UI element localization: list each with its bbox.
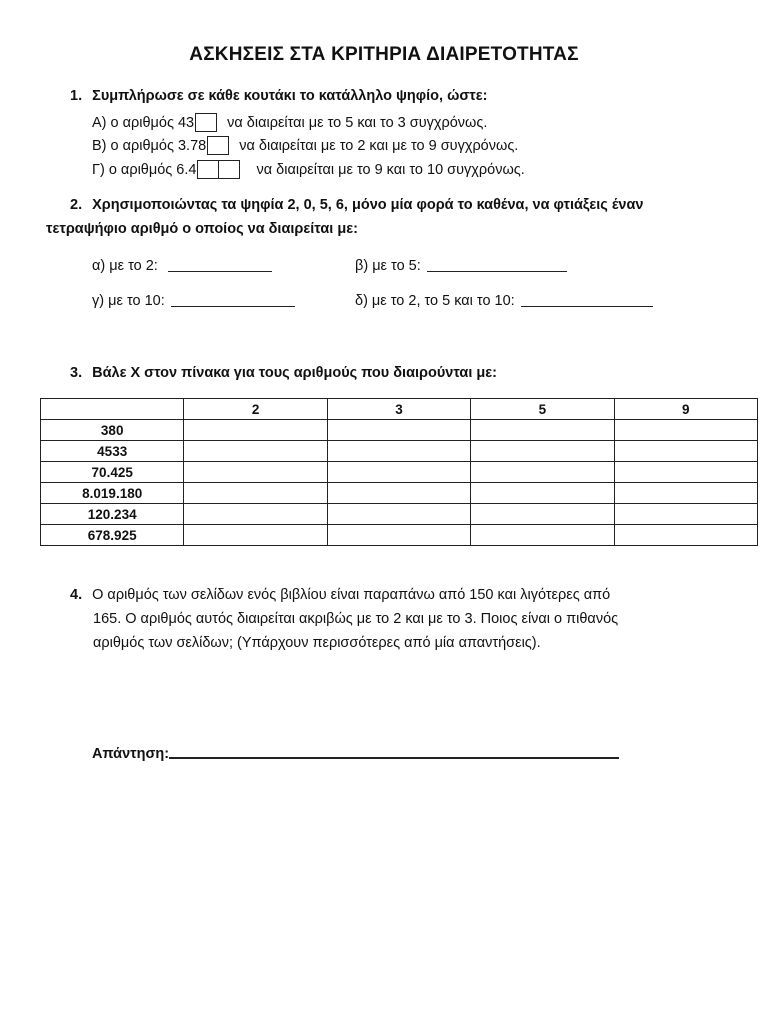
check-cell[interactable] bbox=[471, 420, 614, 441]
check-cell[interactable] bbox=[471, 504, 614, 525]
q4-line3: αριθμός των σελίδων; (Υπάρχουν περισσότερες από μία απαντήσεις). bbox=[93, 635, 541, 651]
q1-c-prefix: Γ) ο αριθμός 6.4 bbox=[92, 162, 197, 178]
q4-line1: Ο αριθμός των σελίδων ενός βιβλίου είναι παραπάνω από 150 και λιγότερες από bbox=[92, 587, 611, 603]
answer-blank[interactable] bbox=[168, 259, 272, 272]
row-number: 380 bbox=[41, 420, 184, 441]
q2-d-label: δ) με το 2, το 5 και το 10: bbox=[355, 293, 515, 309]
row-number: 70.425 bbox=[41, 462, 184, 483]
table-header-cell: 5 bbox=[471, 399, 614, 420]
row-number: 4533 bbox=[41, 441, 184, 462]
q3-heading bbox=[70, 365, 497, 381]
q2-item-d bbox=[355, 293, 653, 309]
q1-c-suffix: να διαιρείται με το 9 και το 10 συγχρόνως. bbox=[256, 162, 525, 178]
check-cell[interactable] bbox=[614, 525, 757, 546]
table-row bbox=[41, 462, 758, 483]
q3-number: 3. bbox=[70, 365, 83, 381]
answer-label: Απάντηση: bbox=[92, 746, 170, 762]
table-header-cell: 9 bbox=[614, 399, 757, 420]
q1-b-prefix: Β) ο αριθμός 3.78 bbox=[92, 138, 207, 154]
check-cell[interactable] bbox=[614, 504, 757, 525]
check-cell[interactable] bbox=[471, 462, 614, 483]
check-cell[interactable] bbox=[614, 483, 757, 504]
check-cell[interactable] bbox=[184, 441, 327, 462]
q1-item-c bbox=[92, 160, 525, 179]
digit-box[interactable] bbox=[207, 136, 229, 155]
table-row bbox=[41, 483, 758, 504]
check-cell[interactable] bbox=[184, 483, 327, 504]
q2-item-b bbox=[355, 258, 567, 274]
q2-item-a bbox=[92, 258, 272, 274]
check-cell[interactable] bbox=[327, 420, 470, 441]
table-row bbox=[41, 504, 758, 525]
q2-b-label: β) με το 5: bbox=[355, 258, 421, 274]
q4-line2: 165. Ο αριθμός αυτός διαιρείται ακριβώς με το 2 και με το 3. Ποιος είναι ο πιθανός bbox=[93, 611, 619, 627]
q4-number: 4. bbox=[70, 587, 83, 603]
check-cell[interactable] bbox=[327, 504, 470, 525]
check-cell[interactable] bbox=[327, 525, 470, 546]
q2-text-line1: Χρησιμοποιώντας τα ψηφία 2, 0, 5, 6, μόνο μία φορά το καθένα, να φτιάξεις έναν bbox=[92, 197, 644, 213]
check-cell[interactable] bbox=[471, 441, 614, 462]
answer-blank[interactable] bbox=[171, 294, 295, 307]
row-number: 120.234 bbox=[41, 504, 184, 525]
row-number: 8.019.180 bbox=[41, 483, 184, 504]
q3-text: Βάλε Χ στον πίνακα για τους αριθμούς που διαιρούνται με: bbox=[92, 365, 497, 381]
table-row bbox=[41, 420, 758, 441]
answer-blank[interactable] bbox=[427, 259, 567, 272]
answer-line[interactable] bbox=[169, 743, 619, 759]
check-cell[interactable] bbox=[184, 420, 327, 441]
q2-number: 2. bbox=[70, 197, 83, 213]
page-title: ΑΣΚΗΣΕΙΣ ΣΤΑ ΚΡΙΤΗΡΙΑ ΔΙΑΙΡΕΤΟΤΗΤΑΣ bbox=[189, 44, 579, 65]
digit-box[interactable] bbox=[197, 160, 219, 179]
q1-text: Συμπλήρωσε σε κάθε κουτάκι το κατάλληλο ψηφίο, ώστε: bbox=[92, 88, 488, 104]
answer-row bbox=[92, 743, 619, 762]
check-cell[interactable] bbox=[184, 462, 327, 483]
check-cell[interactable] bbox=[471, 483, 614, 504]
table-row bbox=[41, 441, 758, 462]
check-cell[interactable] bbox=[327, 483, 470, 504]
q2-text-line2: τετραψήφιο αριθμό ο οποίος να διαιρείται με: bbox=[46, 221, 358, 237]
table-header-cell: 3 bbox=[327, 399, 470, 420]
q1-item-a bbox=[92, 113, 487, 132]
answer-blank[interactable] bbox=[521, 294, 653, 307]
table-row bbox=[41, 525, 758, 546]
digit-box[interactable] bbox=[195, 113, 217, 132]
q4-line1-wrap bbox=[70, 587, 610, 603]
q2-heading-line1 bbox=[70, 197, 643, 213]
q1-a-suffix: να διαιρείται με το 5 και το 3 συγχρόνως. bbox=[227, 115, 488, 131]
check-cell[interactable] bbox=[471, 525, 614, 546]
q2-c-label: γ) με το 10: bbox=[92, 293, 165, 309]
q1-b-suffix: να διαιρείται με το 2 και με το 9 συγχρόνως. bbox=[239, 138, 519, 154]
table-header-cell bbox=[41, 399, 184, 420]
row-number: 678.925 bbox=[41, 525, 184, 546]
check-cell[interactable] bbox=[327, 462, 470, 483]
table-header-cell: 2 bbox=[184, 399, 327, 420]
q1-heading bbox=[70, 88, 487, 104]
q1-item-b bbox=[92, 136, 518, 155]
check-cell[interactable] bbox=[614, 420, 757, 441]
q1-a-prefix: Α) ο αριθμός 43 bbox=[92, 115, 195, 131]
check-cell[interactable] bbox=[184, 504, 327, 525]
q2-a-label: α) με το 2: bbox=[92, 258, 158, 274]
check-cell[interactable] bbox=[327, 441, 470, 462]
check-cell[interactable] bbox=[184, 525, 327, 546]
divisibility-table bbox=[40, 398, 758, 546]
q1-number: 1. bbox=[70, 88, 83, 104]
table-header-row bbox=[41, 399, 758, 420]
check-cell[interactable] bbox=[614, 441, 757, 462]
check-cell[interactable] bbox=[614, 462, 757, 483]
q2-item-c bbox=[92, 293, 295, 309]
digit-box[interactable] bbox=[218, 160, 240, 179]
